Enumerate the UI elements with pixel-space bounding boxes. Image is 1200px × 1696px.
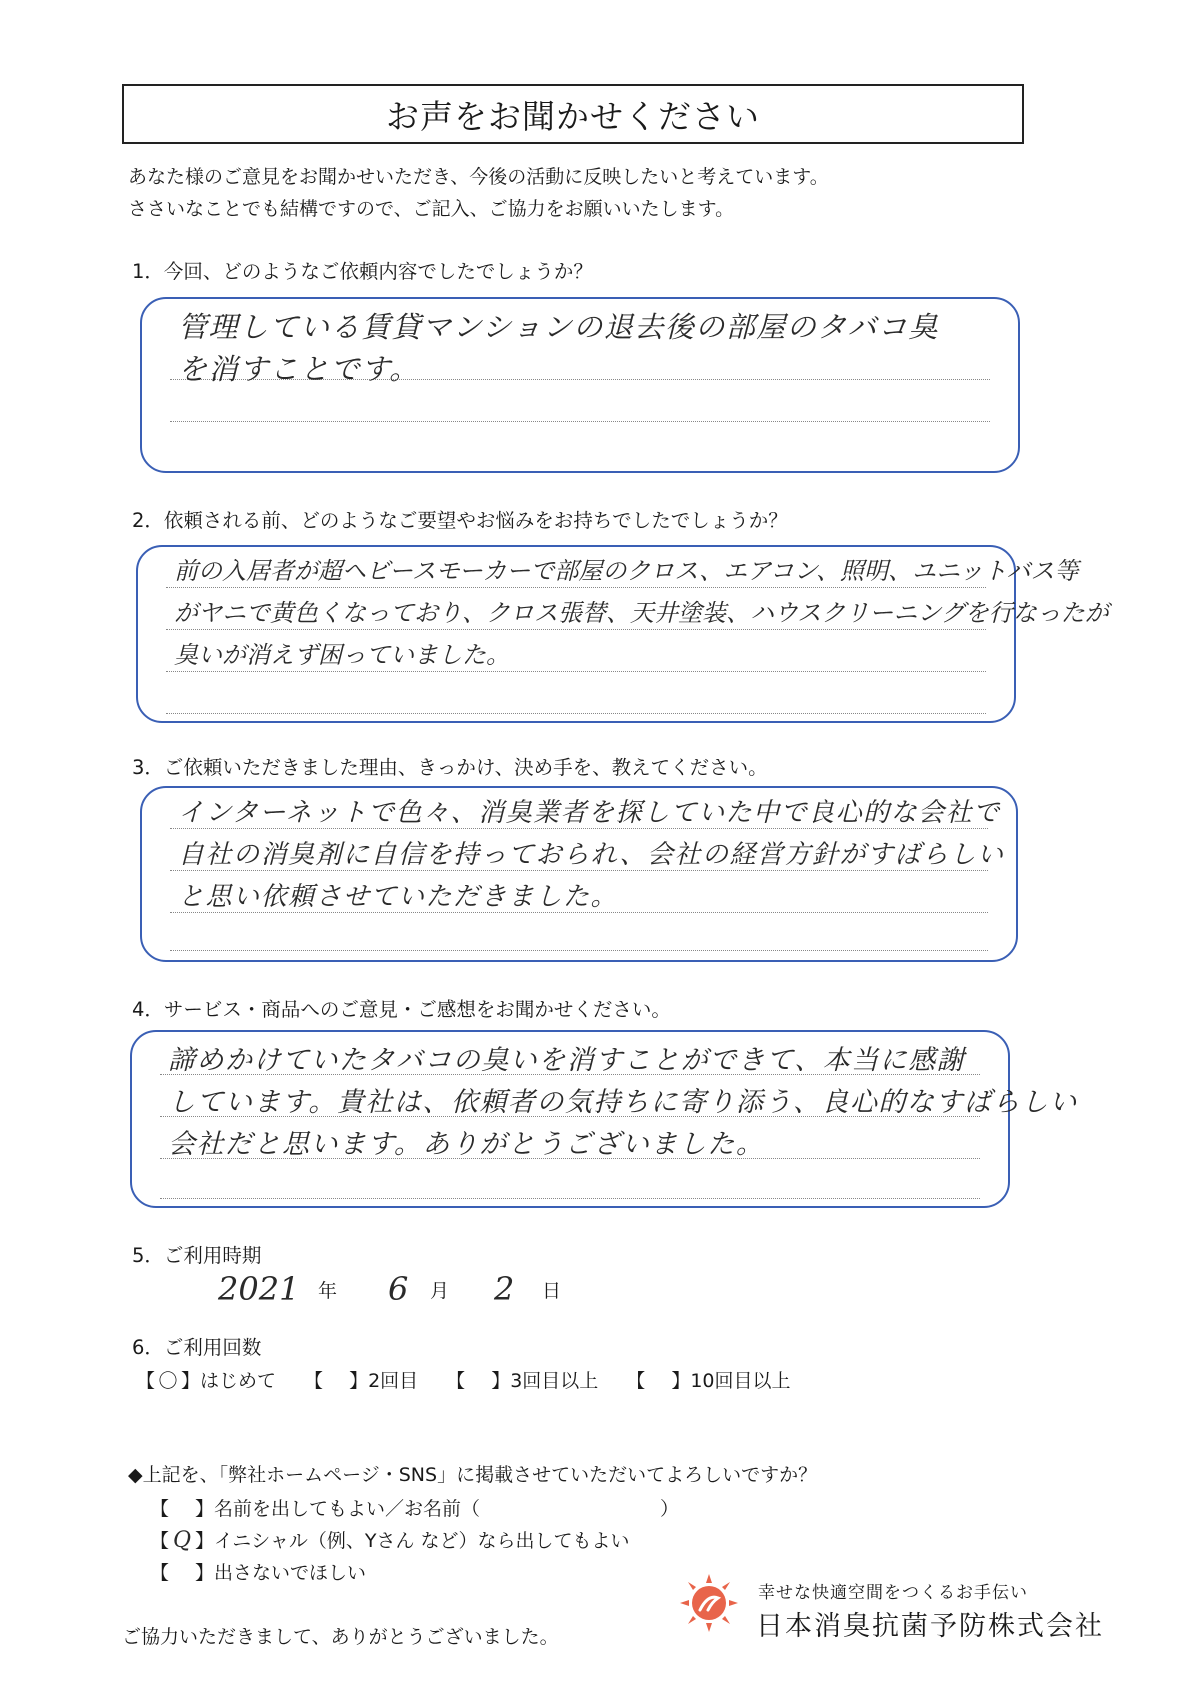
company-name: 日本消臭抗菌予防株式会社 xyxy=(756,1611,1104,1642)
company-logo-icon xyxy=(678,1572,740,1634)
answer-2-line-3: 臭いが消えず困っていました。 xyxy=(174,641,510,669)
answer-3-line-1: インターネットで色々、消臭業者を探していた中で良心的な会社で xyxy=(178,798,1001,828)
answer-2-line-2: がヤニで黄色くなっており、クロス張替、天井塗装、ハウスクリーニングを行なったが xyxy=(174,599,1109,627)
intro-line-1: あなた様のご意見をお聞かせいただき、今後の活動に反映したいと考えています。 xyxy=(128,166,829,188)
question-2-label: 2．依頼される前、どのようなご要望やお悩みをお持ちでしたでしょうか？ xyxy=(132,509,788,532)
usage-option-second[interactable]: 【 】2回目 xyxy=(304,1370,419,1392)
month-unit: 月 xyxy=(430,1280,450,1302)
usage-option-tenth[interactable]: 【 】10回目以上 xyxy=(626,1370,791,1392)
day-unit: 日 xyxy=(542,1280,562,1302)
answer-4-line-1: 諦めかけていたタバコの臭いを消すことができて、本当に感謝 xyxy=(168,1045,966,1076)
answer-3-line-2: 自社の消臭剤に自信を持っておられ、会社の経営方針がすばらしい xyxy=(178,840,1005,870)
publish-option-initial[interactable]: 【 Q 】イニシャル（例、Yさん など）なら出してもよい xyxy=(150,1528,630,1553)
question-5-label: 5．ご利用時期 xyxy=(132,1244,262,1267)
question-4-label: 4．サービス・商品へのご意見・ご感想をお聞かせください。 xyxy=(132,998,671,1021)
usage-option-third[interactable]: 【 】3回目以上 xyxy=(446,1370,599,1392)
answer-box-4 xyxy=(130,1030,1078,1208)
year-unit: 年 xyxy=(318,1280,338,1302)
intro-line-2: ささいなことでも結構ですので、ご記入、ご協力をお願いいたします。 xyxy=(128,198,735,220)
answer-box-2 xyxy=(136,545,1109,723)
usage-count-options xyxy=(136,1366,836,1393)
day-value: 2 xyxy=(494,1270,515,1308)
answer-4-line-2: しています。貴社は、依頼者の気持ちに寄り添う、良心的なすばらしい xyxy=(168,1087,1078,1118)
question-3-label: 3．ご依頼いただきました理由、きっかけ、決め手を、教えてください。 xyxy=(132,756,768,779)
answer-4-line-3: 会社だと思います。ありがとうございました。 xyxy=(168,1129,765,1160)
footer-thanks: ご協力いただきまして、ありがとうございました。 xyxy=(122,1626,559,1648)
answer-1-line-1: 管理している賃貸マンションの退去後の部屋のタバコ臭 xyxy=(178,310,939,344)
year-value: 2021 xyxy=(218,1270,300,1308)
publish-option-none[interactable]: 【 】出さないでほしい xyxy=(150,1562,367,1584)
answer-2-line-1: 前の入居者が超ヘビースモーカーで部屋のクロス、エアコン、照明、ユニットバス等 xyxy=(174,557,1079,585)
question-6-label: 6．ご利用回数 xyxy=(132,1336,262,1359)
publish-option-name[interactable]: 【 】名前を出してもよい／お名前（ ） xyxy=(150,1498,680,1520)
usage-option-first[interactable]: 【 〇 】はじめて xyxy=(136,1370,277,1392)
month-value: 6 xyxy=(388,1270,409,1308)
answer-1-line-2: を消すことです。 xyxy=(178,352,420,386)
page-title: お声をお聞かせください xyxy=(122,84,1024,144)
publish-question: ◆上記を、「弊社ホームページ・SNS」に掲載させていただいてよろしいですか？ xyxy=(128,1464,818,1486)
question-1-label: 1．今回、どのようなご依頼内容でしたでしょうか？ xyxy=(132,260,593,283)
company-tagline: 幸せな快適空間をつくるお手伝い xyxy=(758,1583,1028,1603)
answer-box-3 xyxy=(140,786,1018,962)
answer-3-line-3: と思い依頼させていただきました。 xyxy=(178,882,619,912)
answer-box-1 xyxy=(140,297,1020,473)
